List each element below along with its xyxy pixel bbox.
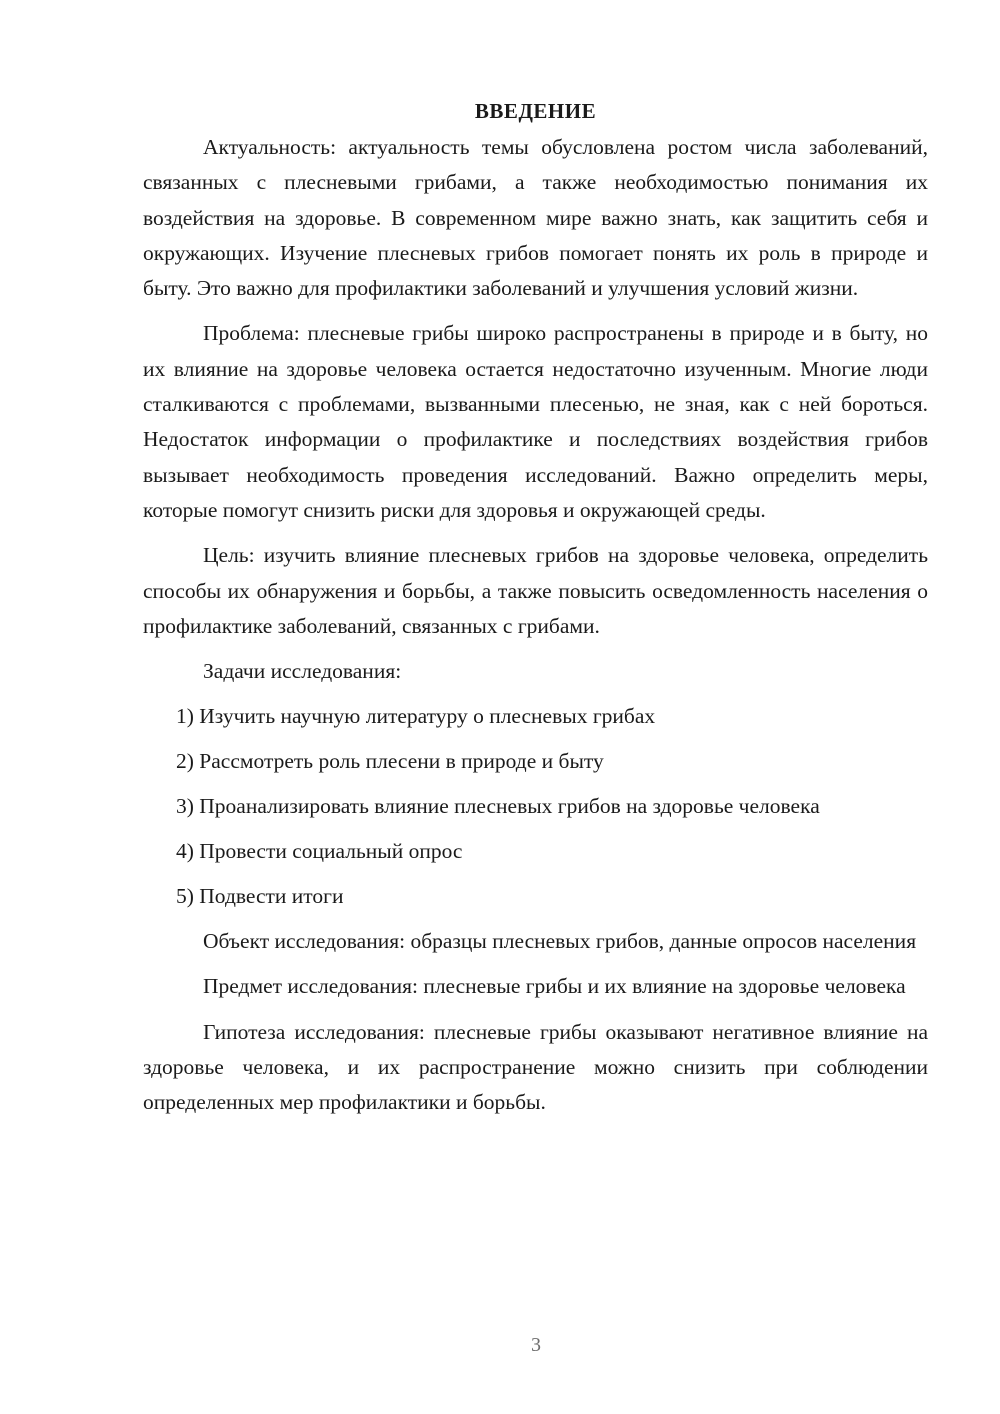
paragraph-problem: Проблема: плесневые грибы широко распространены в природе и в быту, но их влияние на здоровье человека остается недостаточно изученным. Многие люди сталкиваются с проблемами, вызванными плесенью, не зная, как с ней бороться. Недостаток информации о профилактике и последствиях воздействия грибов вызывает необходимость проведения исследований. Важно определить меры, которые помогут снизить риски для здоровья и окружающей среды.: [143, 321, 928, 522]
list-item: 4) Провести социальный опрос: [176, 839, 463, 864]
list-item: 5) Подвести итоги: [176, 884, 344, 909]
paragraph-subject: Предмет исследования: плесневые грибы и их влияние на здоровье человека: [203, 974, 906, 999]
page-number: 3: [531, 1334, 541, 1356]
paragraph-hypothesis: Гипотеза исследования: плесневые грибы оказывают негативное влияние на здоровье человека, и их распространение можно снизить при соблюдении определенных мер профилактики и борьбы.: [143, 1019, 928, 1115]
tasks-heading: Задачи исследования:: [203, 659, 402, 684]
document-title: ВВЕДЕНИЕ: [474, 99, 597, 123]
paragraph-goal: Цель: изучить влияние плесневых грибов на здоровье человека, определить способы их обнаружения и борьбы, а также повысить осведомленность населения о профилактике заболеваний, связанных с грибами.: [143, 543, 928, 638]
paragraph-relevance: Актуальность: актуальность темы обусловлена ростом числа заболеваний, связанных с плесневыми грибами, а также необходимостью понимания их воздействия на здоровье. В современном мире важно знать, как защитить себя и окружающих. Изучение плесневых грибов помогает понять их роль в природе и быту. Это важно для профилактики заболеваний и улучшения условий жизни.: [143, 135, 928, 301]
list-item: 2) Рассмотреть роль плесени в природе и быту: [176, 749, 604, 774]
document-page: [143, 92, 928, 1131]
list-item: 3) Проанализировать влияние плесневых грибов на здоровье человека: [176, 794, 820, 819]
tasks-list: [143, 699, 928, 914]
paragraph-object: Объект исследования: образцы плесневых грибов, данные опросов населения: [203, 929, 917, 954]
list-item: 1) Изучить научную литературу о плесневых грибах: [176, 704, 656, 729]
